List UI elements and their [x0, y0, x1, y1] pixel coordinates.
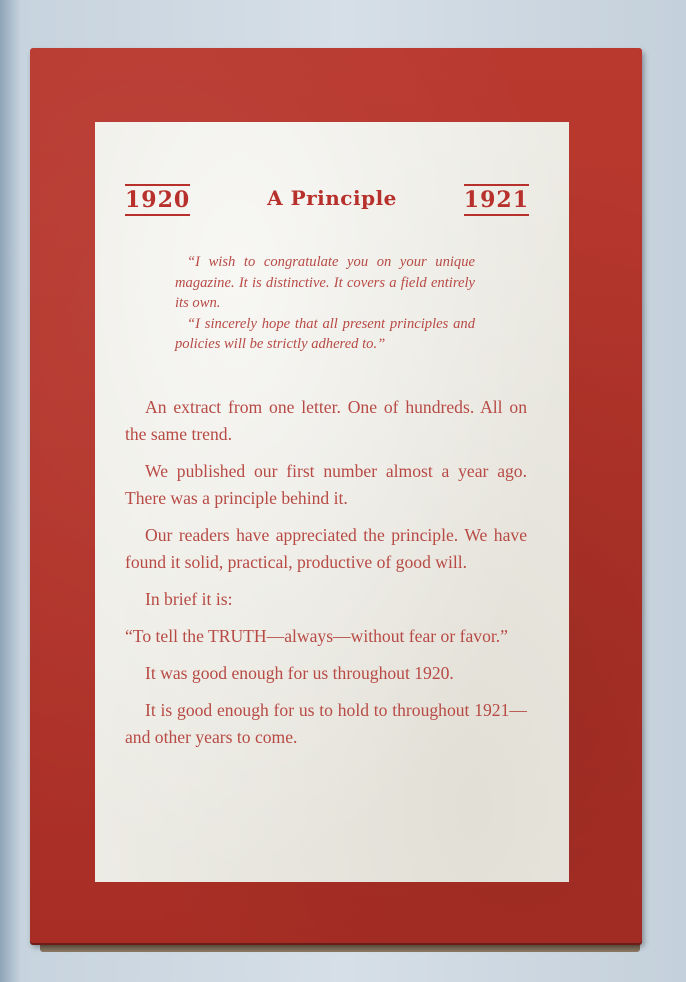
body-paragraph-3: Our readers have appreciated the principle. We have found it solid, practical, productive of good will. [125, 525, 527, 572]
quoted-letter [175, 252, 475, 355]
body-paragraph-5: “To tell the TRUTH—always—without fear or favor.” [125, 626, 508, 646]
quote-paragraph-1: “I wish to congratulate you on your unique magazine. It is distinctive. It covers a field entirely its own. [175, 254, 475, 311]
body-paragraph-4: In brief it is: [145, 589, 233, 609]
year-right-label: 1921 [464, 184, 529, 216]
body-paragraph-6: It was good enough for us throughout 1920. [145, 663, 454, 683]
quote-paragraph-2: “I sincerely hope that all present principles and policies will be strictly adhered to.” [175, 315, 475, 352]
year-left-label: 1920 [125, 184, 190, 216]
body-paragraph-7: It is good enough for us to hold to throughout 1921—and other years to come. [125, 700, 527, 747]
body-text [125, 394, 527, 761]
body-paragraph-2: We published our first number almost a year ago. There was a principle behind it. [125, 461, 527, 508]
body-paragraph-1: An extract from one letter. One of hundreds. All on the same trend. [125, 397, 527, 444]
content-panel [95, 122, 569, 882]
page-title: A Principle [267, 186, 397, 210]
